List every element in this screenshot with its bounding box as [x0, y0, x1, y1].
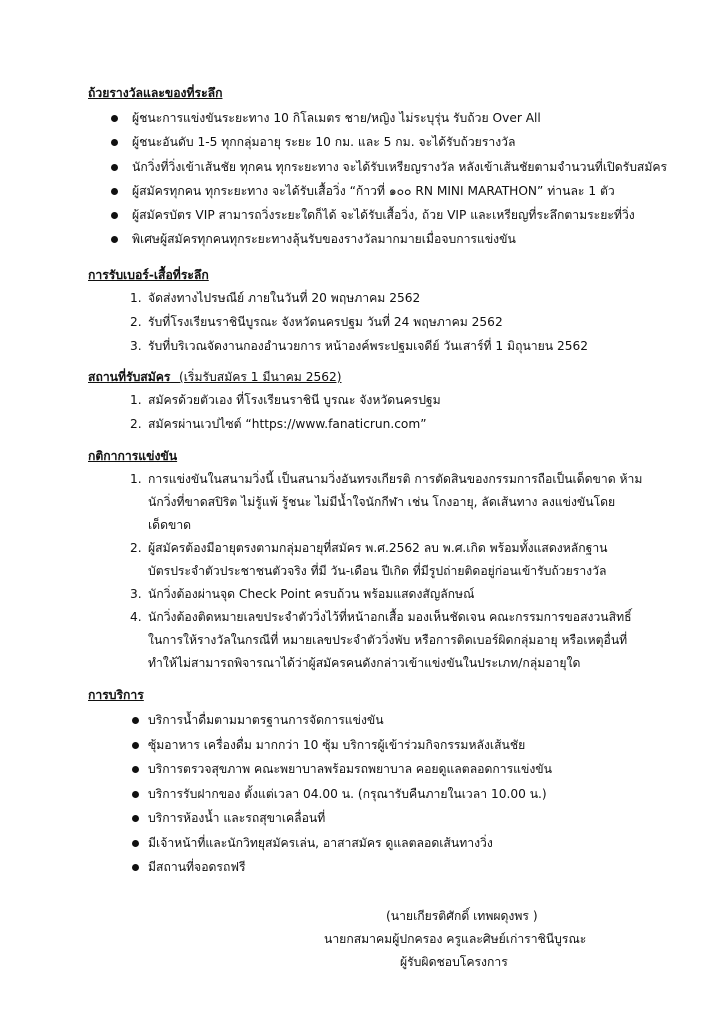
list-item: นักวิ่งที่วิ่งเข้าเส้นชัย ทุกคน ทุกระยะทาง จะได้รับเหรียญรางวัล หลังเข้าเส้นชัยตามจำนวนที่เปิดรับสมัคร	[88, 157, 688, 181]
list-item	[88, 414, 688, 438]
list-item	[88, 469, 682, 538]
list-item: ผู้สมัครบัตร VIP สามารถวิ่งระยะใดก็ได้ จะได้รับเสื้อวิ่ง, ถ้วย VIP และเหรียญที่ระลึกตามระยะที่วิ่ง	[88, 205, 688, 229]
rule-line: นักวิ่งต้องติดหมายเลขประจำตัววิ่งไว้ที่หน้าอกเสื้อ มองเห็นชัดเจน คณะกรรมการขอสงวนสิทธิ์	[148, 610, 632, 624]
rules-section	[88, 446, 688, 676]
rule-line: ในการให้รางวัลในกรณีที่ หมายเลขประจำตัววิ่งพับ หรือการติดเบอร์ผิดกลุ่มอายุ หรือเหตุอื่นที่	[148, 633, 628, 647]
registration-section	[88, 367, 688, 438]
rule-line: นักวิ่งที่ขาดสปิริต ไม่รู้แพ้ รู้ชนะ ไม่มีน้ำใจนักกีฬา เช่น โกงอายุ, ลัดเส้นทาง ลงแข่งขันโดย	[148, 495, 616, 509]
list-item	[88, 538, 682, 584]
list-item: ซุ้มอาหาร เครื่องดื่ม มากกว่า 10 ซุ้ม บริการผู้เข้าร่วมกิจกรรมหลังเส้นชัย	[88, 735, 688, 760]
rule-line: นักวิ่งต้องผ่านจุด Check Point ครบถ้วน พร้อมแสดงสัญลักษณ์	[148, 587, 475, 601]
list-item: ผู้ชนะอันดับ 1-5 ทุกกลุ่มอายุ ระยะ 10 กม. และ 5 กม. จะได้รับถ้วยรางวัล	[88, 132, 688, 156]
registration-list	[88, 390, 688, 438]
services-heading: การบริการ	[88, 688, 144, 702]
pickup-heading: การรับเบอร์-เสื้อที่ระลึก	[88, 268, 209, 282]
rule-line: ทำให้ไม่สามารถพิจารณาได้ว่าผู้สมัครคนดังกล่าวเข้าแข่งขันในประเภท/กลุ่มอายุใด	[148, 656, 581, 670]
list-item: มีเจ้าหน้าที่และนักวิทยุสมัครเล่น, อาสาสมัคร ดูแลตลอดเส้นทางวิ่ง	[88, 833, 688, 858]
registration-heading	[88, 367, 688, 388]
awards-heading: ถ้วยรางวัลและของที่ระลึก	[88, 86, 223, 100]
list-item	[88, 584, 682, 607]
rule-line: การแข่งขันในสนามวิ่งนี้ เป็นสนามวิ่งอันทรงเกียรติ การตัดสินของกรรมการถือเป็นเด็ดขาด ห้าม	[148, 472, 643, 486]
rule-line: บัตรประจำตัวประชาชนตัวจริง ที่มี วัน-เดือน ปีเกิด ที่มีรูปถ่ายติดอยู่ก่อนเข้ารับถ้วยรางวัล	[148, 564, 607, 578]
item-number: 1.	[130, 472, 142, 486]
item-number: 3.	[130, 339, 142, 353]
rule-line: เด็ดขาด	[148, 518, 192, 532]
list-item: บริการรับฝากของ ตั้งแต่เวลา 04.00 น. (กรุณารับคืนภายในเวลา 10.00 น.)	[88, 784, 688, 809]
awards-list	[88, 108, 688, 254]
item-text: สมัครผ่านเวปไซต์ “https://www.fanaticrun.com”	[148, 417, 427, 431]
registration-note: (เริ่มรับสมัคร 1 มีนาคม 2562)	[178, 370, 342, 384]
list-item	[88, 288, 688, 312]
item-number: 1.	[130, 291, 142, 305]
item-text: รับที่โรงเรียนราชินีบูรณะ จังหวัดนครปฐม วันที่ 24 พฤษภาคม 2562	[148, 315, 503, 329]
list-item: บริการห้องน้ำ และรถสุขาเคลื่อนที่	[88, 808, 688, 833]
list-item: บริการน้ำดื่มตามมาตรฐานการจัดการแข่งขัน	[88, 710, 688, 735]
item-text: สมัครด้วยตัวเอง ที่โรงเรียนราชินี บูรณะ จังหวัดนครปฐม	[148, 393, 441, 407]
list-item	[88, 607, 682, 676]
item-text: จัดส่งทางไปรษณีย์ ภายในวันที่ 20 พฤษภาคม 2562	[148, 291, 421, 305]
list-item: พิเศษผู้สมัครทุกคนทุกระยะทางลุ้นรับของรางวัลมากมายเมื่อจบการแข่งขัน	[88, 229, 688, 253]
list-item	[88, 312, 688, 336]
list-item: ผู้ชนะการแข่งขันระยะทาง 10 กิโลเมตร ชาย/หญิง ไม่ระบุรุ่น รับถ้วย Over All	[88, 108, 688, 132]
list-item: มีสถานที่จอดรถฟรี	[88, 857, 688, 882]
list-item: บริการตรวจสุขภาพ คณะพยาบาลพร้อมรถพยาบาล คอยดูแลตลอดการแข่งขัน	[88, 759, 688, 784]
awards-section	[88, 83, 688, 254]
pickup-list	[88, 288, 688, 360]
pickup-section	[88, 265, 688, 360]
list-item	[88, 336, 688, 360]
list-item	[88, 390, 688, 414]
services-list	[88, 710, 688, 882]
rules-heading: กติกาการแข่งขัน	[88, 449, 178, 463]
item-number: 2.	[130, 541, 142, 555]
signature-role: ผู้รับผิดชอบโครงการ	[400, 955, 508, 969]
item-number: 2.	[130, 417, 142, 431]
item-number: 4.	[130, 610, 142, 624]
registration-title: สถานที่รับสมัคร	[88, 370, 171, 384]
item-number: 2.	[130, 315, 142, 329]
signature-name: (นายเกียรติศักดิ์ เทพผดุงพร )	[386, 909, 538, 923]
item-number: 1.	[130, 393, 142, 407]
signature-position: นายกสมาคมผู้ปกครอง ครูและศิษย์เก่าราชินีบูรณะ	[324, 932, 587, 946]
item-number: 3.	[130, 587, 142, 601]
rule-line: ผู้สมัครต้องมีอายุตรงตามกลุ่มอายุที่สมัคร พ.ศ.2562 ลบ พ.ศ.เกิด พร้อมทั้งแสดงหลักฐาน	[148, 541, 608, 555]
item-text: รับที่บริเวณจัดงานกองอำนวยการ หน้าองค์พระปฐมเจดีย์ วันเสาร์ที่ 1 มิถุนายน 2562	[148, 339, 589, 353]
services-section	[88, 685, 688, 882]
list-item: ผู้สมัครทุกคน ทุกระยะทาง จะได้รับเสื้อวิ่ง “ก้าวที่ ๑๐๐ RN MINI MARATHON” ท่านละ 1 ตัว	[88, 181, 688, 205]
rules-list	[88, 469, 688, 676]
